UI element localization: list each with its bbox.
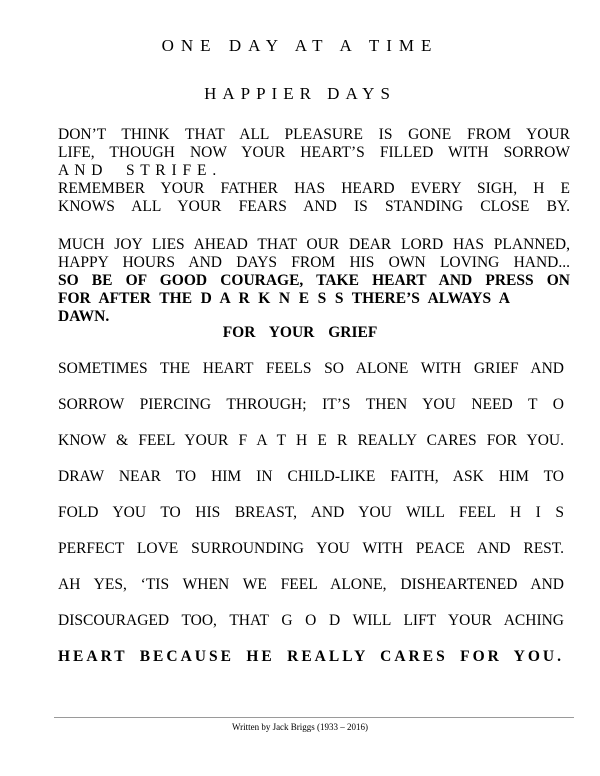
poem-line: PERFECT LOVE SURROUNDING YOU WITH PEACE AND REST. [58,540,564,557]
poem-title: HAPPIER DAYS [204,84,396,103]
footer-divider [54,717,574,718]
poem-line: SOMETIMES THE HEART FEELS SO ALONE WITH GRIEF AND [58,360,564,377]
poem-line: HAPPY HOURS AND DAYS FROM HIS OWN LOVING HAND... [58,254,570,271]
poem-line: REMEMBER YOUR FATHER HAS HEARD EVERY SIGH, H E [58,180,570,197]
poem-line: LIFE, THOUGH NOW YOUR HEART’S FILLED WITH SORROW [58,144,570,161]
stanza-two [58,236,570,326]
page-title: ONE DAY AT A TIME [161,36,439,55]
poem-line: AH YES, ‘TIS WHEN WE FEEL ALONE, DISHEARTENED AND [58,576,564,593]
author-credit: Written by Jack Briggs (1933 – 2016) [231,722,369,732]
poem-line: DON’T THINK THAT ALL PLEASURE IS GONE FROM YOUR [58,126,570,143]
poem-line: A N D S T R I F E . [58,162,217,179]
poem-line: KNOWS ALL YOUR FEARS AND IS STANDING CLOSE BY. [58,198,570,215]
poem-line-bold: FOR AFTER THE D A R K N E S S THERE’S ALWAYS A [58,290,510,307]
poem-line-bold: DAWN. [58,308,110,325]
poem-line: KNOW & FEEL YOUR F A T H E R REALLY CARES FOR YOU. [58,432,564,449]
section-heading: FOR YOUR GRIEF [222,324,378,341]
poem-line: FOLD YOU TO HIS BREAST, AND YOU WILL FEEL H I S [58,504,564,521]
poem-line-bold: SO BE OF GOOD COURAGE, TAKE HEART AND PRESS ON [58,272,570,289]
stanza-one [58,126,570,216]
poem-line: MUCH JOY LIES AHEAD THAT OUR DEAR LORD HAS PLANNED, [58,236,570,253]
poem-line: DRAW NEAR TO HIM IN CHILD-LIKE FAITH, ASK HIM TO [58,468,564,485]
poem-line-bold: HEART BECAUSE HE REALLY CARES FOR YOU. [58,648,564,665]
poem-line: DISCOURAGED TOO, THAT G O D WILL LIFT YOUR ACHING [58,612,564,629]
poem-line: SORROW PIERCING THROUGH; IT’S THEN YOU NEED T O [58,396,564,413]
